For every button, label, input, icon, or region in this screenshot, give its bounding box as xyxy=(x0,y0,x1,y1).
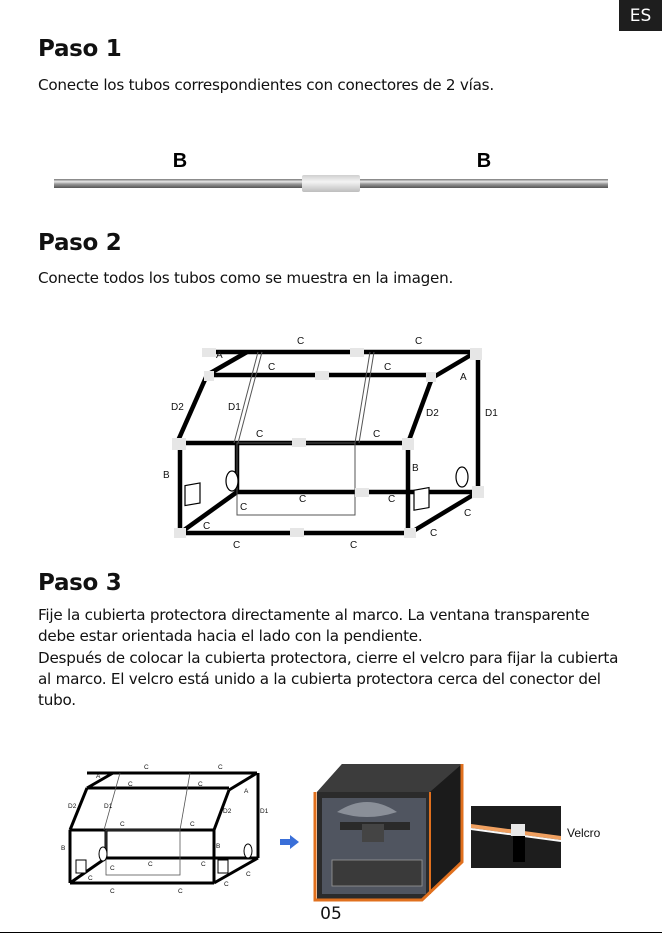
label-c: C xyxy=(203,521,211,532)
label-c: C xyxy=(373,429,381,440)
label-c: C xyxy=(224,881,229,888)
label-c: C xyxy=(198,781,203,788)
label-d1: D1 xyxy=(485,408,498,419)
tube-left xyxy=(54,179,304,188)
tube-label-right: B xyxy=(476,150,492,172)
label-c: C xyxy=(384,362,392,373)
language-badge: ES xyxy=(619,0,662,31)
label-c: C xyxy=(256,429,264,440)
label-c: C xyxy=(201,861,206,868)
label-d2: D2 xyxy=(426,408,439,419)
label-b: B xyxy=(61,845,66,852)
label-a: A xyxy=(216,350,223,361)
label-c: C xyxy=(297,336,305,347)
label-c: C xyxy=(415,336,423,347)
label-c: C xyxy=(88,875,93,882)
step3-line: al marco. El velcro está unido a la cubierta protectora cerca del conector del xyxy=(38,669,601,688)
label-c: C xyxy=(240,502,248,513)
velcro-image xyxy=(471,806,561,868)
velcro-label: Velcro xyxy=(567,826,601,840)
label-d1: D1 xyxy=(104,803,113,810)
label-c: C xyxy=(218,764,223,771)
enclosure-image xyxy=(312,752,467,902)
label-c: C xyxy=(178,888,183,895)
step1-title: Paso 1 xyxy=(38,36,122,62)
tube-right xyxy=(358,179,608,188)
step1-text: Conecte los tubos correspondientes con conectores de 2 vías. xyxy=(38,76,494,94)
label-c: C xyxy=(110,888,115,895)
frame-assembly-diagram xyxy=(160,330,510,555)
step3-title: Paso 3 xyxy=(38,570,122,596)
label-c: C xyxy=(128,781,133,788)
label-c: C xyxy=(233,540,241,551)
label-c: C xyxy=(268,362,276,373)
label-d2: D2 xyxy=(171,402,184,413)
label-c: C xyxy=(430,528,438,539)
step3-text xyxy=(38,605,638,711)
label-c: C xyxy=(388,494,396,505)
two-way-connector xyxy=(302,175,360,192)
tube-label-left: B xyxy=(172,150,188,172)
step2-text: Conecte todos los tubos como se muestra en la imagen. xyxy=(38,269,454,287)
label-c: C xyxy=(144,764,149,771)
label-b: B xyxy=(216,843,221,850)
label-c: C xyxy=(464,508,472,519)
label-d2: D2 xyxy=(68,803,77,810)
step3-line: Después de colocar la cubierta protectora, cierre el velcro para fijar la cubierta xyxy=(38,648,619,667)
label-c: C xyxy=(120,821,125,828)
label-c: C xyxy=(148,861,153,868)
label-c: C xyxy=(246,871,251,878)
label-c: C xyxy=(350,540,358,551)
label-b: B xyxy=(163,470,170,481)
step3-line: Fije la cubierta protectora directamente al marco. La ventana transparente xyxy=(38,606,590,624)
label-c: C xyxy=(299,494,307,505)
page-number: 05 xyxy=(320,904,342,924)
label-c: C xyxy=(190,821,195,828)
label-d1: D1 xyxy=(260,808,269,815)
bottom-rule xyxy=(0,932,662,933)
label-a: A xyxy=(460,372,467,383)
label-d1: D1 xyxy=(228,402,241,413)
label-c: C xyxy=(110,865,115,872)
step3-line: tubo. xyxy=(38,691,76,710)
small-frame-diagram xyxy=(58,760,273,895)
step2-title: Paso 2 xyxy=(38,230,122,256)
label-b: B xyxy=(412,463,419,474)
tube-connection-diagram xyxy=(0,140,662,200)
step3-line: debe estar orientada hacia el lado con la pendiente. xyxy=(38,627,423,646)
label-a: A xyxy=(244,788,249,795)
label-a: A xyxy=(96,773,101,780)
arrow-right-icon xyxy=(280,835,300,849)
label-d2: D2 xyxy=(223,808,232,815)
